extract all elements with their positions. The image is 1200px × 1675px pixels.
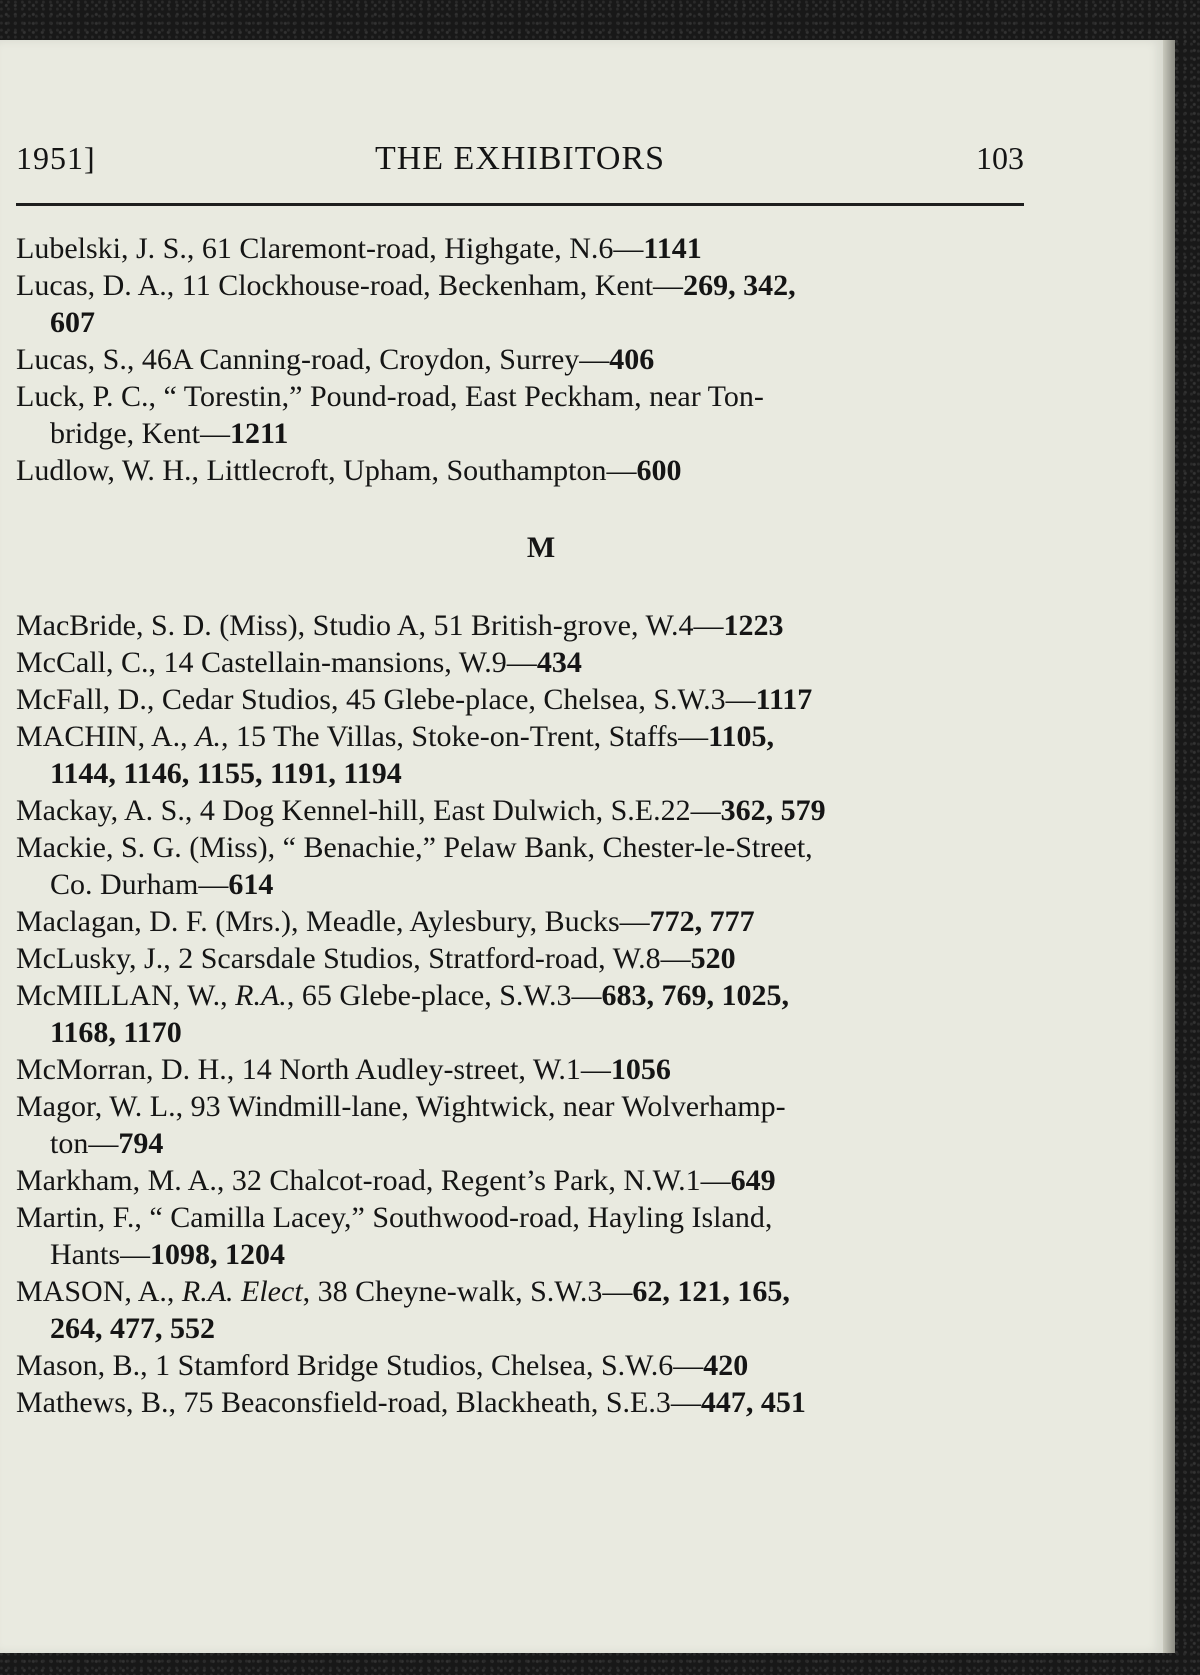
catalogue-numbers: 683, 769, 1025, xyxy=(601,979,789,1012)
exhibitor-entry xyxy=(16,829,1036,903)
page-title: THE EXHIBITORS xyxy=(374,140,666,177)
entry-title-italic: R.A. Elect xyxy=(181,1275,303,1308)
catalogue-numbers: 1223 xyxy=(723,609,784,642)
catalogue-numbers: 420 xyxy=(703,1349,749,1382)
entry-continuation xyxy=(16,1014,1036,1051)
exhibitor-entry xyxy=(16,792,1036,829)
catalogue-numbers: 600 xyxy=(636,454,682,487)
entries-m-section xyxy=(16,607,1036,1421)
catalogue-numbers: 406 xyxy=(609,343,655,376)
catalogue-numbers: 62, 121, 165, xyxy=(632,1275,790,1308)
exhibitor-entry xyxy=(16,1162,1036,1199)
entry-title-italic: A. xyxy=(195,720,222,753)
entry-text: bridge, Kent— xyxy=(50,417,230,450)
entry-line xyxy=(16,683,812,716)
entry-line xyxy=(16,905,755,938)
entry-text: McMILLAN, W., xyxy=(16,979,236,1012)
entry-line xyxy=(16,646,582,679)
entry-text: McMorran, D. H., 14 North Audley-street, W.1— xyxy=(16,1053,611,1086)
exhibitor-entry xyxy=(16,341,1036,378)
entry-text: Mathews, B., 75 Beaconsfield-road, Blackheath, S.E.3— xyxy=(16,1386,701,1419)
catalogue-numbers: 1144, 1146, 1155, 1191, 1194 xyxy=(50,757,402,790)
catalogue-numbers: 649 xyxy=(730,1164,776,1197)
entry-continuation xyxy=(16,755,1036,792)
exhibitor-entry xyxy=(16,977,1036,1051)
entry-line xyxy=(16,831,813,864)
catalogue-numbers: 1117 xyxy=(755,683,813,716)
exhibitor-entry xyxy=(16,1199,1036,1273)
entry-text: Lucas, D. A., 11 Clockhouse-road, Beckenham, Kent— xyxy=(16,269,684,302)
entry-line xyxy=(16,1090,786,1123)
catalogue-numbers: 614 xyxy=(228,868,274,901)
exhibitor-entry xyxy=(16,718,1036,792)
entry-line xyxy=(16,1386,806,1419)
exhibitor-entry xyxy=(16,1347,1036,1384)
entry-line xyxy=(16,269,796,302)
entry-text: Markham, M. A., 32 Chalcot-road, Regent’s Park, N.W.1— xyxy=(16,1164,731,1197)
entry-line xyxy=(16,1201,772,1234)
entry-text: Lucas, S., 46A Canning-road, Croydon, Surrey— xyxy=(16,343,610,376)
entry-text: , 38 Cheyne-walk, S.W.3— xyxy=(302,1275,633,1308)
entry-text: Mason, B., 1 Stamford Bridge Studios, Chelsea, S.W.6— xyxy=(16,1349,704,1382)
entry-line xyxy=(16,1164,776,1197)
entries-l-section xyxy=(16,230,1036,489)
entry-continuation xyxy=(16,1310,1036,1347)
exhibitor-entry xyxy=(16,452,1036,489)
entry-line xyxy=(16,979,789,1012)
entry-line xyxy=(16,794,826,827)
entry-text: Martin, F., “ Camilla Lacey,” Southwood-road, Hayling Island, xyxy=(16,1201,773,1234)
catalogue-numbers: 1211 xyxy=(229,417,289,450)
entry-line xyxy=(16,343,654,376)
entry-text: Maclagan, D. F. (Mrs.), Meadle, Aylesbury, Bucks— xyxy=(16,905,650,938)
entry-text: Hants— xyxy=(50,1238,150,1271)
catalogue-numbers: 1168, 1170 xyxy=(50,1016,182,1049)
entry-line xyxy=(16,942,736,975)
entry-text: McLusky, J., 2 Scarsdale Studios, Stratford-road, W.8— xyxy=(16,942,691,975)
running-head xyxy=(16,140,1024,194)
exhibitor-entry xyxy=(16,940,1036,977)
entry-text: Mackay, A. S., 4 Dog Kennel-hill, East Dulwich, S.E.22— xyxy=(16,794,721,827)
entry-text: ton— xyxy=(50,1127,119,1160)
entry-text: MacBride, S. D. (Miss), Studio A, 51 British-grove, W.4— xyxy=(16,609,724,642)
entry-line xyxy=(16,454,682,487)
exhibitor-entry xyxy=(16,644,1036,681)
page-edge xyxy=(1163,40,1175,1653)
exhibitor-entry xyxy=(16,1273,1036,1347)
catalogue-numbers: 520 xyxy=(690,942,736,975)
entry-text: , 15 The Villas, Stoke-on-Trent, Staffs— xyxy=(221,720,709,753)
exhibitor-entry xyxy=(16,1051,1036,1088)
entry-text: McCall, C., 14 Castellain-mansions, W.9— xyxy=(16,646,537,679)
entry-continuation xyxy=(16,866,1036,903)
entry-text: MACHIN, A., xyxy=(16,720,196,753)
entry-line xyxy=(16,720,774,753)
entry-text: Ludlow, W. H., Littlecroft, Upham, Southampton— xyxy=(16,454,637,487)
entry-text: McFall, D., Cedar Studios, 45 Glebe-place, Chelsea, S.W.3— xyxy=(16,683,756,716)
exhibitor-entry xyxy=(16,378,1036,452)
catalogue-numbers: 447, 451 xyxy=(700,1386,806,1419)
entry-line xyxy=(16,232,702,265)
entry-text: Mackie, S. G. (Miss), “ Benachie,” Pelaw Bank, Chester-le-Street, xyxy=(16,831,813,864)
entry-continuation xyxy=(16,1125,1036,1162)
entry-text: , 65 Glebe-place, S.W.3— xyxy=(286,979,602,1012)
catalogue-numbers: 772, 777 xyxy=(649,905,755,938)
catalogue-numbers: 1098, 1204 xyxy=(150,1238,285,1271)
entry-line xyxy=(16,1053,671,1086)
entry-text: Co. Durham— xyxy=(50,868,229,901)
entry-line xyxy=(16,1349,748,1382)
entry-text: Magor, W. L., 93 Windmill-lane, Wightwick, near Wolverhamp- xyxy=(16,1090,786,1123)
catalogue-numbers: 1141 xyxy=(643,232,702,265)
exhibitor-list xyxy=(16,230,1036,1421)
section-heading: M xyxy=(526,531,556,564)
exhibitor-entry xyxy=(16,1088,1036,1162)
catalogue-numbers: 607 xyxy=(50,306,95,339)
exhibitor-entry xyxy=(16,1384,1036,1421)
entry-line xyxy=(16,380,764,413)
catalogue-numbers: 362, 579 xyxy=(720,794,826,827)
exhibitor-entry xyxy=(16,267,1036,341)
exhibitor-entry xyxy=(16,230,1036,267)
entry-title-italic: R.A. xyxy=(235,979,287,1012)
entry-line xyxy=(16,1275,790,1308)
exhibitor-entry xyxy=(16,607,1036,644)
entry-continuation xyxy=(16,415,1036,452)
exhibitor-entry xyxy=(16,903,1036,940)
catalogue-numbers: 434 xyxy=(536,646,582,679)
entry-text: MASON, A., xyxy=(16,1275,182,1308)
catalogue-numbers: 269, 342, xyxy=(683,269,796,302)
page-number: 103 xyxy=(976,140,1024,176)
catalogue-numbers: 1105, xyxy=(708,720,774,753)
header-rule xyxy=(16,203,1024,206)
catalogue-numbers: 1056 xyxy=(610,1053,671,1086)
entry-continuation xyxy=(16,1236,1036,1273)
entry-line xyxy=(16,609,784,642)
entry-continuation xyxy=(16,304,1036,341)
entry-text: Lubelski, J. S., 61 Claremont-road, Highgate, N.6— xyxy=(16,232,644,265)
header-year: 1951] xyxy=(16,140,96,176)
exhibitor-entry xyxy=(16,681,1036,718)
entry-text: Luck, P. C., “ Torestin,” Pound-road, East Peckham, near Ton- xyxy=(16,380,764,413)
catalogue-numbers: 264, 477, 552 xyxy=(50,1312,215,1345)
catalogue-numbers: 794 xyxy=(118,1127,164,1160)
